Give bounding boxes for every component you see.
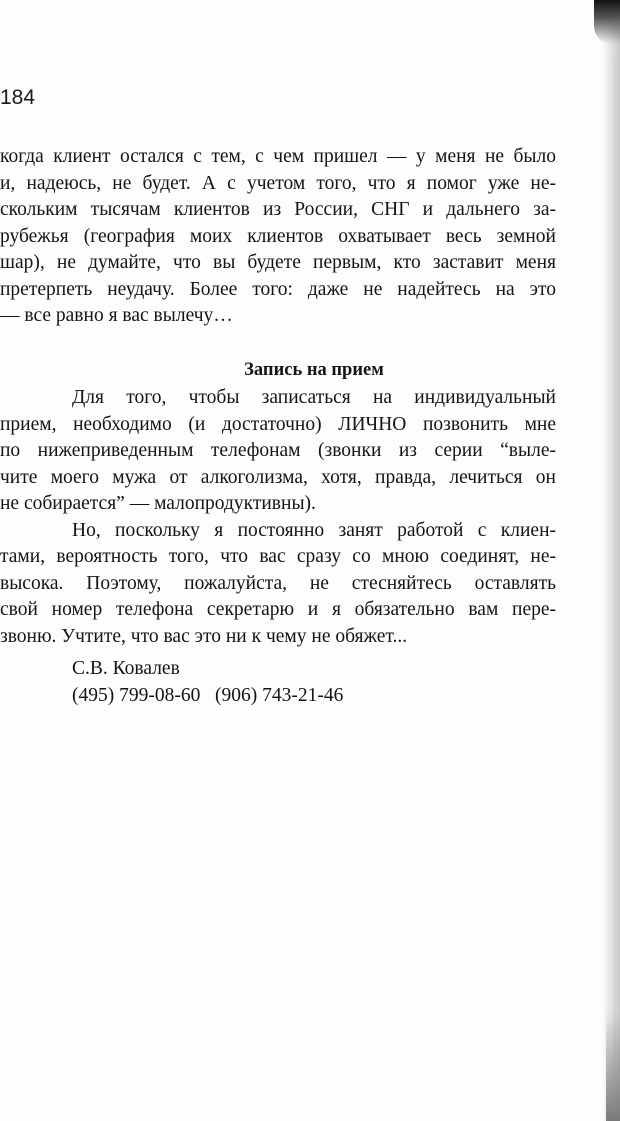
text-line: — все равно я вас вылечу… (0, 305, 233, 326)
appointment-text (0, 385, 556, 650)
signature-block (72, 656, 343, 709)
intro-paragraph (0, 144, 556, 330)
text-line: шар), не думайте, что вы будете первым, кто заставит меня (0, 252, 556, 273)
text-line: рубежья (география моих клиентов охватывает весь земной (0, 225, 556, 247)
text-line: свой номер телефона секретарю и я обязательно вам пере- (0, 599, 556, 620)
text-line: Для того, чтобы записаться на индивидуальный (72, 387, 556, 408)
page-binding-edge (602, 0, 620, 1121)
section-heading: Запись на прием (244, 360, 384, 380)
text-line: высока. Поэтому, пожалуйста, не стесняйтесь оставлять (0, 572, 556, 594)
text-line: не собирается” — малопродуктивны). (0, 493, 316, 514)
page-number: 184 (0, 86, 36, 109)
signature-name: С.В. Ковалев (72, 658, 180, 679)
text-line: прием, необходимо (и достаточно) ЛИЧНО позвонить мне (0, 413, 556, 435)
text-line: Но, поскольку я постоянно занят работой с клиен- (72, 519, 556, 541)
page-corner-shadow (594, 0, 620, 44)
text-line: когда клиент остался с тем, с чем пришел — у меня не было (0, 146, 556, 167)
text-line: тами, вероятность того, что вас сразу со мною соединят, не- (0, 546, 556, 567)
text-line: скольким тысячам клиентов из России, СНГ и дальнего за- (0, 199, 556, 220)
text-line: чите моего мужа от алкоголизма, хотя, правда, лечиться он (0, 466, 556, 488)
text-line: и, надеюсь, не будет. А с учетом того, что я помог уже не- (0, 172, 556, 194)
text-line: по нижеприведенным телефонам (звонки из серии “выле- (0, 440, 556, 461)
text-line: претерпеть неудачу. Более того: даже не надейтесь на это (0, 278, 556, 300)
page-bottom-shadow (606, 1011, 620, 1121)
text-line: звоню. Учтите, что вас это ни к чему не обяжет... (0, 625, 408, 647)
phone-numbers: (495) 799-08-60 (906) 743-21-46 (72, 684, 344, 706)
